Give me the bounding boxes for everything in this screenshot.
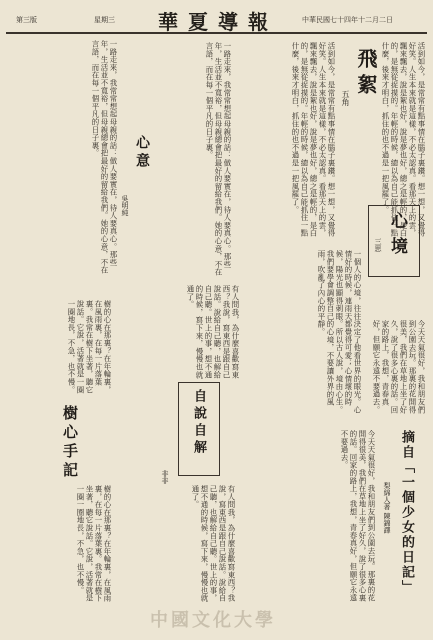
article-title-zhaizi: 摘自「一個少女的日記」 xyxy=(399,430,414,595)
article-title-xinjing: 心境 xyxy=(387,212,407,262)
article-body-feixu-lead: 活到如今，是常常有點事情在腦子裏鑽。想一想，又覺得好笑。人生本來就是這樣，不必太認真。看那天上的雲，飄來飄去，說是絮也好，說是夢也好，總之是輕的，是白的，是無從捉摸的。年輕的時候，總以為自己能抓住一點什麼，後來才明白，抓住的也不過是一把風罷了。 xyxy=(381,42,426,237)
article-author-zishuo: 非非 xyxy=(161,470,169,484)
article-body-zishuo-top: 有人問我，為什麼喜歡寫東西？我說，寫東西是跟自己說話。說給自己聽，也解給自己聽。世上的事，想不通的時候，寫下來，慢慢也就通了。 xyxy=(186,285,240,379)
article-body-xinjing: 一個人的心境，往往決定了他看世界的眼光。心情好的時候，連雨天都覺得可愛；心情壞的時候，陽光也顯得刺眼。所以古人說，境由心生。我們要學會調整自己的心境，不要讓外界的風雨，吹亂了內心的平靜。 xyxy=(317,250,362,414)
article-body-zhaizi: 今天天氣很好，我和朋友們到公園去玩。那裏的花開得很美，我們在草地上坐了好久，說了很多心裏的話。回家的路上，我想，青春真好，但願它永遠不要過去。 xyxy=(340,430,376,602)
article-title-feixu: 飛絮 xyxy=(354,48,378,100)
article-body-zhaizi-lead: 今天天氣很好，我和朋友們到公園去玩。那裏的花開得很美，我們在草地上坐了好久，說了很多心裏的話。回家的路上，我想，青春真好，但願它永遠不要過去。 xyxy=(372,320,426,414)
article-author-xinjing: 三思 xyxy=(374,238,382,252)
title-box-zishuo xyxy=(178,382,220,476)
article-body-shuxin: 樹的心在那裏？在年輪裏，在風雨裏，在每一片落葉裏。我常在樹下坐著，聽它說話。它說，活著就是一圈一圈地長，不急，也不慢。 xyxy=(76,485,112,602)
weekday-label: 星期三 xyxy=(94,16,115,24)
article-author-feixu: 五角 xyxy=(341,90,350,106)
archive-watermark: 中國文化大學 xyxy=(150,610,276,631)
article-body-zishuo: 有人問我，為什麼喜歡寫東西？我說，寫東西是跟自己說話。說給自己聽，也解給自己聽。世上的事，想不通的時候，寫下來，慢慢也就通了。 xyxy=(191,485,236,602)
article-title-shuxin: 樹心手記 xyxy=(61,405,79,481)
title-box-xinjing xyxy=(368,205,420,277)
article-title-xinyi: 心意 xyxy=(134,135,150,171)
masthead xyxy=(6,6,427,34)
article-body-shuxin-top: 樹的心在那裏？在年輪裏，在風雨裏，在每一片落葉裏。我常在樹下坐著，聽它說話。它說，活著就是一圈一圈地長，不急，也不慢。 xyxy=(67,300,112,394)
edition-label: 第三版 xyxy=(16,16,37,24)
issue-date: 中華民國七十四年十二月二日 xyxy=(302,16,393,24)
article-author-zhaizi: 梨綿人著 陳錦譯 xyxy=(383,482,391,534)
article-title-zishuo: 自說自解 xyxy=(191,389,206,457)
newspaper-title: 華夏導報 xyxy=(158,10,278,34)
article-body-feixu: 活到如今，是常常有點事情在腦子裏鑽。想一想，又覺得好笑。人生本來就是這樣，不必太認真。看那天上的雲，飄來飄去，說是絮也好，說是夢也好，總之是輕的，是白的，是無從捉摸的。年輕的時候，總以為自己能抓住一點什麼，後來才明白，抓住的也不過是一把風罷了。 xyxy=(291,42,336,237)
article-author-xinyi: 吳明純 xyxy=(121,195,129,216)
article-body-xinyi-b: 一路走來，我常常想起母親的話：做人要實在，待人要真心。那些年，生活並不寬裕，但母親總會把最好的留給我們。她的心意，不在言語，而在每一個平凡的日子裏。 xyxy=(205,42,232,276)
article-body-xinyi: 一路走來，我常常想起母親的話：做人要實在，待人要真心。那些年，生活並不寬裕，但母親總會把最好的留給我們。她的心意，不在言語，而在每一個平凡的日子裏。 xyxy=(91,40,118,274)
